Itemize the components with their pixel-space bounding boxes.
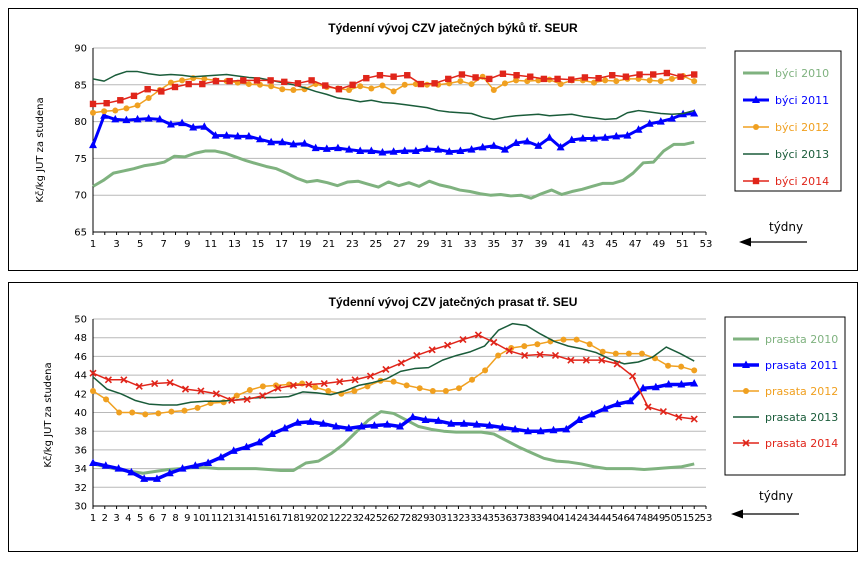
- data-point: [322, 82, 328, 88]
- series-3: [90, 337, 697, 418]
- data-point: [226, 78, 232, 84]
- x-tick-label: 28: [404, 513, 418, 524]
- x-tick-label: 31: [440, 239, 454, 250]
- x-tick-label: 17: [275, 513, 288, 524]
- data-point: [431, 80, 437, 86]
- x-tick-label: 13: [228, 239, 241, 250]
- data-point: [561, 337, 567, 343]
- legend-label: prasata 2012: [765, 385, 839, 398]
- x-tick-label: 25: [369, 239, 383, 250]
- data-point: [199, 81, 205, 87]
- data-point: [103, 396, 109, 402]
- data-point: [678, 364, 684, 370]
- series-4: [93, 324, 694, 405]
- data-point: [290, 87, 296, 93]
- x-tick-label: 39: [534, 239, 548, 250]
- data-point: [246, 81, 252, 87]
- x-tick-label: 16: [263, 513, 277, 524]
- data-point: [430, 388, 436, 394]
- y-tick-label: 48: [74, 333, 87, 345]
- data-point: [123, 105, 129, 111]
- x-tick-label: 29: [416, 513, 430, 524]
- x-tick-label: 18: [287, 513, 300, 524]
- data-point: [613, 351, 619, 357]
- data-point: [142, 411, 148, 417]
- data-point: [491, 87, 497, 93]
- x-tick-label: 39: [534, 513, 548, 524]
- x-tick-label: 38: [522, 513, 536, 524]
- data-point: [391, 379, 397, 385]
- pigs-chart-svg: [9, 283, 859, 553]
- x-tick-label: 53: [699, 513, 713, 524]
- x-tick-label: 19: [298, 239, 312, 250]
- data-point: [424, 82, 430, 88]
- legend-label: prasata 2010: [765, 333, 839, 346]
- series-1: [93, 412, 694, 474]
- x-tick-label: 23: [345, 239, 359, 250]
- data-point: [417, 385, 423, 391]
- data-point: [144, 86, 150, 92]
- legend-label: prasata 2011: [765, 359, 839, 372]
- x-tick-label: 35: [487, 239, 501, 250]
- data-point: [650, 71, 656, 77]
- data-point: [639, 351, 645, 357]
- bulls-chart-svg: [9, 9, 859, 272]
- data-point: [595, 75, 601, 81]
- chart-title: Týdenní vývoj CZV jatečných býků tř. SEUR: [328, 21, 578, 35]
- data-point: [185, 81, 191, 87]
- data-point: [168, 409, 174, 415]
- data-point: [545, 133, 553, 141]
- data-point: [357, 83, 363, 89]
- x-tick-label: 31: [440, 513, 454, 524]
- data-point: [404, 72, 410, 78]
- data-point: [609, 72, 615, 78]
- x-tick-label: 11: [204, 513, 218, 524]
- data-point: [377, 72, 383, 78]
- x-tick-label: 41: [558, 513, 571, 524]
- data-point: [213, 78, 219, 84]
- x-tick-label: 3: [113, 513, 120, 524]
- legend-label: býci 2013: [775, 148, 830, 161]
- data-point: [647, 77, 653, 83]
- data-point: [677, 74, 683, 80]
- data-point: [418, 81, 424, 87]
- data-point: [404, 382, 410, 388]
- data-point: [445, 76, 451, 82]
- data-point: [457, 78, 463, 84]
- data-point: [383, 366, 389, 372]
- data-point: [90, 110, 96, 116]
- data-point: [459, 71, 465, 77]
- x-tick-label: 37: [511, 239, 524, 250]
- data-point: [665, 363, 671, 369]
- x-tick-label: 26: [381, 513, 395, 524]
- x-tick-label: 9: [184, 239, 191, 250]
- x-tick-label: 41: [558, 239, 571, 250]
- x-tick-label: 1: [89, 513, 97, 524]
- data-point: [90, 388, 96, 394]
- x-tick-label: 47: [628, 239, 642, 250]
- data-point: [195, 405, 201, 411]
- data-point: [390, 74, 396, 80]
- data-point: [90, 101, 96, 107]
- x-tick-label: 2: [101, 513, 108, 524]
- x-tick-label: 51: [676, 239, 689, 250]
- x-tick-label: 23: [345, 513, 359, 524]
- data-point: [158, 88, 164, 94]
- legend-label: býci 2010: [775, 67, 830, 80]
- data-point: [146, 95, 152, 101]
- x-tick-label: 33: [463, 239, 477, 250]
- data-point: [295, 80, 301, 86]
- x-tick-label: 17: [275, 239, 288, 250]
- data-point: [486, 76, 492, 82]
- x-tick-label: 20: [310, 513, 324, 524]
- data-point: [469, 81, 475, 87]
- data-point: [456, 385, 462, 391]
- y-tick-label: 30: [74, 501, 87, 513]
- legend-label: býci 2014: [775, 175, 830, 188]
- x-tick-label: 34: [475, 513, 489, 524]
- data-point: [281, 79, 287, 85]
- x-tick-label: 12: [216, 513, 230, 524]
- x-tick-label: 7: [160, 239, 167, 250]
- x-tick-label: 42: [569, 513, 583, 524]
- weeks-label: týdny: [769, 220, 804, 234]
- legend-label: býci 2012: [775, 121, 830, 134]
- data-point: [103, 100, 109, 106]
- data-point: [691, 367, 697, 373]
- y-tick-label: 75: [74, 153, 87, 165]
- x-tick-label: 10: [192, 513, 206, 524]
- x-tick-label: 36: [499, 513, 512, 524]
- x-tick-label: 7: [160, 513, 167, 524]
- data-point: [613, 78, 619, 84]
- data-point: [513, 72, 519, 78]
- x-tick-label: 19: [298, 513, 312, 524]
- y-tick-label: 42: [74, 389, 87, 401]
- x-tick-label: 1: [89, 239, 97, 250]
- y-tick-label: 50: [74, 314, 87, 326]
- data-point: [135, 102, 141, 108]
- data-point: [101, 108, 107, 114]
- data-point: [117, 97, 123, 103]
- x-tick-label: 45: [605, 239, 619, 250]
- x-tick-label: 52: [687, 513, 701, 524]
- y-tick-label: 38: [74, 426, 87, 438]
- y-tick-label: 80: [74, 117, 87, 129]
- data-point: [131, 93, 137, 99]
- data-point: [312, 384, 318, 390]
- y-axis-label: Kč/kg JUT za studena: [35, 97, 46, 203]
- x-tick-label: 49: [652, 513, 666, 524]
- x-tick-label: 25: [369, 513, 383, 524]
- data-point: [308, 77, 314, 83]
- left-arrow-icon: [739, 238, 807, 247]
- data-point: [254, 77, 260, 83]
- data-point: [500, 71, 506, 77]
- data-point: [443, 388, 449, 394]
- x-tick-label: 21: [322, 239, 336, 250]
- data-point: [521, 343, 527, 349]
- x-tick-label: 6: [148, 513, 156, 524]
- x-tick-label: 53: [699, 239, 713, 250]
- data-point: [240, 77, 246, 83]
- data-point: [368, 85, 374, 91]
- x-tick-label: 14: [239, 513, 253, 524]
- legend-marker: [743, 388, 749, 394]
- x-tick-label: 43: [581, 513, 595, 524]
- x-tick-label: 11: [204, 239, 218, 250]
- weeks-label: týdny: [759, 489, 794, 503]
- x-tick-label: 45: [605, 513, 619, 524]
- data-point: [279, 86, 285, 92]
- y-tick-label: 46: [74, 351, 87, 363]
- data-point: [363, 75, 369, 81]
- x-tick-label: 47: [628, 513, 642, 524]
- x-tick-label: 15: [251, 239, 265, 250]
- data-point: [554, 76, 560, 82]
- x-tick-label: 29: [416, 239, 430, 250]
- data-point: [600, 349, 606, 355]
- legend-label: býci 2011: [775, 94, 830, 107]
- data-point: [691, 71, 697, 77]
- x-tick-label: 27: [393, 239, 406, 250]
- data-point: [172, 84, 178, 90]
- data-point: [472, 74, 478, 80]
- x-tick-label: 33: [463, 513, 477, 524]
- data-point: [179, 77, 185, 83]
- x-tick-label: 5: [136, 239, 144, 250]
- x-tick-label: 24: [357, 513, 371, 524]
- data-point: [626, 351, 632, 357]
- data-point: [623, 74, 629, 80]
- x-tick-label: 8: [172, 513, 179, 524]
- x-tick-label: 13: [228, 513, 241, 524]
- data-point: [541, 76, 547, 82]
- x-tick-label: 50: [664, 513, 678, 524]
- y-tick-label: 36: [74, 445, 87, 457]
- data-point: [568, 76, 574, 82]
- data-point: [491, 339, 497, 345]
- data-point: [534, 341, 540, 347]
- series-line: [93, 412, 694, 474]
- legend-marker: [753, 124, 759, 130]
- left-arrow-icon: [731, 510, 799, 519]
- x-tick-label: 37: [511, 513, 524, 524]
- data-point: [351, 388, 357, 394]
- data-point: [574, 337, 580, 343]
- data-point: [691, 78, 697, 84]
- data-point: [402, 82, 408, 88]
- chart-panel-pigs: [8, 282, 858, 552]
- x-tick-label: 48: [640, 513, 654, 524]
- legend-label: prasata 2014: [765, 437, 839, 450]
- chart-panel-bulls: [8, 8, 858, 271]
- data-point: [112, 108, 118, 114]
- y-tick-label: 44: [74, 370, 87, 382]
- data-point: [325, 388, 331, 394]
- legend-marker: [753, 178, 759, 184]
- x-tick-label: 9: [184, 513, 191, 524]
- series-2: [89, 109, 698, 156]
- x-tick-label: 49: [652, 239, 666, 250]
- x-tick-label: 51: [676, 513, 689, 524]
- data-point: [630, 373, 636, 379]
- series-line: [93, 324, 694, 405]
- x-tick-label: 35: [487, 513, 501, 524]
- y-tick-label: 40: [74, 408, 87, 419]
- series-2: [89, 379, 698, 482]
- data-point: [527, 74, 533, 80]
- data-point: [181, 408, 187, 414]
- x-tick-label: 30: [428, 513, 442, 524]
- data-point: [582, 74, 588, 80]
- data-point: [658, 78, 664, 84]
- data-point: [155, 410, 161, 416]
- data-point: [398, 360, 404, 366]
- data-point: [587, 341, 593, 347]
- y-axis-label: Kč/kg JUT za studena: [43, 362, 54, 468]
- y-tick-label: 85: [74, 80, 87, 92]
- y-tick-label: 90: [74, 43, 87, 55]
- data-point: [129, 410, 135, 416]
- x-tick-label: 46: [617, 513, 630, 524]
- data-point: [391, 88, 397, 94]
- data-point: [116, 410, 122, 416]
- legend-label: prasata 2013: [765, 411, 839, 424]
- x-tick-label: 27: [393, 513, 406, 524]
- y-tick-label: 34: [74, 464, 87, 476]
- x-tick-label: 21: [322, 513, 336, 524]
- data-point: [469, 377, 475, 383]
- data-point: [602, 77, 608, 83]
- y-tick-label: 65: [74, 227, 87, 239]
- data-point: [664, 70, 670, 76]
- data-point: [482, 367, 488, 373]
- x-tick-label: 32: [452, 513, 465, 524]
- data-point: [379, 83, 385, 89]
- data-point: [502, 80, 508, 86]
- chart-title: Týdenní vývoj CZV jatečných prasat tř. SEU: [328, 295, 578, 309]
- data-point: [268, 83, 274, 89]
- y-tick-label: 32: [74, 482, 87, 494]
- x-tick-label: 44: [593, 513, 607, 524]
- data-point: [260, 383, 266, 389]
- x-tick-label: 3: [113, 239, 120, 250]
- x-tick-label: 15: [251, 513, 265, 524]
- x-tick-label: 43: [581, 239, 595, 250]
- data-point: [669, 76, 675, 82]
- data-point: [336, 86, 342, 92]
- x-tick-label: 40: [546, 513, 560, 524]
- data-point: [267, 77, 273, 83]
- x-tick-label: 4: [125, 513, 132, 524]
- data-point: [247, 387, 253, 393]
- data-point: [636, 71, 642, 77]
- x-tick-label: 22: [334, 513, 347, 524]
- data-point: [495, 352, 501, 358]
- y-tick-label: 70: [74, 190, 87, 202]
- data-point: [349, 82, 355, 88]
- x-tick-label: 5: [136, 513, 144, 524]
